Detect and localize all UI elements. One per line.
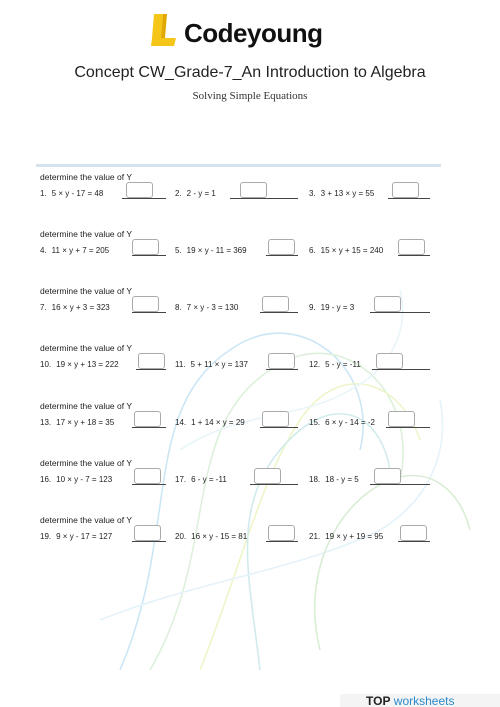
question-number: 14. bbox=[175, 418, 187, 427]
question-equation: 17 × y + 18 = 35 bbox=[56, 418, 115, 427]
question-number: 18. bbox=[309, 475, 321, 484]
question-number: 3. bbox=[309, 189, 316, 198]
question-15 bbox=[309, 418, 375, 427]
question-equation: 16 × y + 3 = 323 bbox=[51, 303, 110, 312]
question-equation: 19 × y - 11 = 369 bbox=[186, 246, 247, 255]
question-14 bbox=[175, 418, 245, 427]
answer-box-12[interactable] bbox=[376, 353, 403, 369]
question-equation: 5 - y = -11 bbox=[325, 360, 361, 369]
answer-line-5 bbox=[266, 255, 298, 256]
answer-box-2[interactable] bbox=[240, 182, 267, 198]
question-equation: 10 × y - 7 = 123 bbox=[56, 475, 113, 484]
question-number: 16. bbox=[40, 475, 52, 484]
answer-box-15[interactable] bbox=[388, 411, 415, 427]
answer-box-3[interactable] bbox=[392, 182, 419, 198]
question-5 bbox=[175, 246, 247, 255]
question-16 bbox=[40, 475, 112, 484]
answer-line-6 bbox=[398, 255, 430, 256]
question-equation: 5 + 11 × y = 137 bbox=[190, 360, 248, 369]
question-equation: 2 - y = 1 bbox=[186, 189, 216, 198]
answer-line-1 bbox=[122, 198, 166, 199]
section-heading: determine the value of Y bbox=[40, 401, 132, 411]
question-number: 6. bbox=[309, 246, 316, 255]
problem-section-2 bbox=[40, 229, 440, 269]
question-number: 17. bbox=[175, 475, 187, 484]
answer-line-19 bbox=[132, 541, 166, 542]
problem-section-7 bbox=[40, 515, 440, 555]
header-divider bbox=[36, 164, 441, 167]
answer-box-11[interactable] bbox=[268, 353, 295, 369]
question-equation: 6 - y = -11 bbox=[191, 475, 227, 484]
codeyoung-logo-icon bbox=[150, 12, 178, 48]
section-heading: determine the value of Y bbox=[40, 343, 132, 353]
answer-box-17[interactable] bbox=[254, 468, 281, 484]
section-heading: determine the value of Y bbox=[40, 286, 132, 296]
question-10 bbox=[40, 360, 119, 369]
question-18 bbox=[309, 475, 359, 484]
document-title: Concept CW_Grade-7_An Introduction to Algebra bbox=[74, 64, 426, 81]
question-equation: 11 × y + 7 = 205 bbox=[51, 246, 110, 255]
problem-section-6 bbox=[40, 458, 440, 498]
question-number: 19. bbox=[40, 532, 52, 541]
answer-box-14[interactable] bbox=[262, 411, 289, 427]
answer-box-13[interactable] bbox=[134, 411, 161, 427]
question-number: 12. bbox=[309, 360, 321, 369]
question-equation: 9 × y - 17 = 127 bbox=[56, 532, 113, 541]
question-equation: 6 × y - 14 = -2 bbox=[325, 418, 375, 427]
answer-box-20[interactable] bbox=[268, 525, 295, 541]
answer-line-7 bbox=[132, 312, 166, 313]
section-heading: determine the value of Y bbox=[40, 458, 132, 468]
topworksheets-watermark bbox=[340, 694, 500, 707]
answer-line-4 bbox=[132, 255, 166, 256]
answer-line-2 bbox=[230, 198, 298, 199]
question-21 bbox=[309, 532, 383, 541]
question-7 bbox=[40, 303, 110, 312]
question-9 bbox=[309, 303, 354, 312]
watermark-top: TOP bbox=[366, 694, 391, 707]
question-number: 13. bbox=[40, 418, 52, 427]
answer-line-14 bbox=[260, 427, 298, 428]
section-heading: determine the value of Y bbox=[40, 172, 132, 182]
question-equation: 7 × y - 3 = 130 bbox=[186, 303, 239, 312]
question-equation: 15 × y + 15 = 240 bbox=[320, 246, 384, 255]
answer-line-11 bbox=[266, 369, 298, 370]
question-number: 21. bbox=[309, 532, 321, 541]
question-19 bbox=[40, 532, 112, 541]
question-number: 15. bbox=[309, 418, 321, 427]
question-3 bbox=[309, 189, 374, 198]
answer-line-18 bbox=[370, 484, 430, 485]
answer-box-7[interactable] bbox=[132, 296, 159, 312]
section-heading: determine the value of Y bbox=[40, 229, 132, 239]
answer-box-21[interactable] bbox=[400, 525, 427, 541]
question-number: 11. bbox=[175, 360, 186, 369]
question-number: 9. bbox=[309, 303, 316, 312]
question-number: 1. bbox=[40, 189, 47, 198]
answer-box-6[interactable] bbox=[398, 239, 425, 255]
question-equation: 19 × y + 13 = 222 bbox=[56, 360, 119, 369]
question-11 bbox=[175, 360, 248, 369]
question-number: 10. bbox=[40, 360, 52, 369]
question-equation: 19 × y + 19 = 95 bbox=[325, 532, 384, 541]
question-number: 4. bbox=[40, 246, 47, 255]
answer-line-9 bbox=[370, 312, 430, 313]
answer-box-4[interactable] bbox=[132, 239, 159, 255]
answer-box-8[interactable] bbox=[262, 296, 289, 312]
problem-section-3 bbox=[40, 286, 440, 326]
answer-line-21 bbox=[398, 541, 430, 542]
answer-line-20 bbox=[266, 541, 298, 542]
problem-section-4 bbox=[40, 343, 440, 383]
answer-box-1[interactable] bbox=[126, 182, 153, 198]
problem-section-5 bbox=[40, 401, 440, 441]
question-equation: 18 - y = 5 bbox=[325, 475, 359, 484]
question-17 bbox=[175, 475, 227, 484]
answer-line-17 bbox=[250, 484, 298, 485]
question-13 bbox=[40, 418, 114, 427]
answer-box-5[interactable] bbox=[268, 239, 295, 255]
question-number: 20. bbox=[175, 532, 187, 541]
question-equation: 3 + 13 × y = 55 bbox=[320, 189, 375, 198]
answer-line-16 bbox=[132, 484, 166, 485]
brand-name: Codeyoung bbox=[184, 18, 323, 48]
question-2 bbox=[175, 189, 216, 198]
question-number: 7. bbox=[40, 303, 47, 312]
question-6 bbox=[309, 246, 383, 255]
answer-line-8 bbox=[260, 312, 298, 313]
watermark-worksheets: worksheets bbox=[393, 694, 455, 707]
answer-box-16[interactable] bbox=[134, 468, 161, 484]
question-equation: 5 × y - 17 = 48 bbox=[51, 189, 104, 198]
question-number: 5. bbox=[175, 246, 182, 255]
question-equation: 19 - y = 3 bbox=[320, 303, 355, 312]
question-equation: 16 × y - 15 = 81 bbox=[191, 532, 248, 541]
section-heading: determine the value of Y bbox=[40, 515, 132, 525]
problem-section-1 bbox=[40, 172, 440, 212]
answer-line-3 bbox=[388, 198, 430, 199]
question-20 bbox=[175, 532, 247, 541]
answer-box-9[interactable] bbox=[374, 296, 401, 312]
question-12 bbox=[309, 360, 361, 369]
question-equation: 1 + 14 × y = 29 bbox=[191, 418, 245, 427]
document-subtitle: Solving Simple Equations bbox=[192, 90, 308, 102]
answer-box-19[interactable] bbox=[134, 525, 161, 541]
answer-box-10[interactable] bbox=[138, 353, 165, 369]
question-1 bbox=[40, 189, 103, 198]
answer-line-15 bbox=[386, 427, 430, 428]
answer-line-12 bbox=[372, 369, 430, 370]
answer-line-13 bbox=[132, 427, 166, 428]
question-8 bbox=[175, 303, 238, 312]
question-number: 8. bbox=[175, 303, 182, 312]
answer-line-10 bbox=[136, 369, 166, 370]
question-4 bbox=[40, 246, 109, 255]
watermark-text bbox=[366, 694, 455, 707]
question-number: 2. bbox=[175, 189, 182, 198]
codeyoung-logo bbox=[150, 12, 325, 54]
answer-box-18[interactable] bbox=[374, 468, 401, 484]
